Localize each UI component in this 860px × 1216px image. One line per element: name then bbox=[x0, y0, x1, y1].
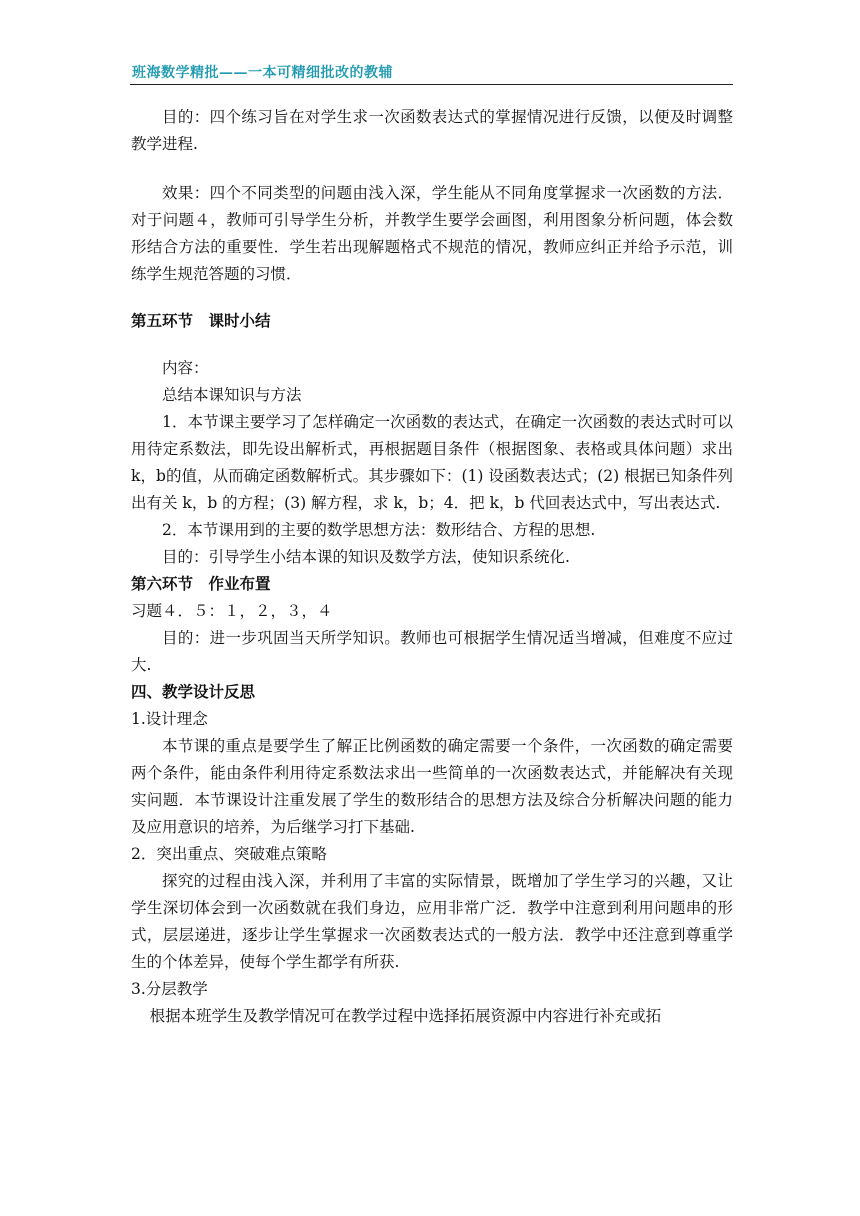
paragraph-point-1: 1．本节课主要学习了怎样确定一次函数的表达式，在确定一次函数的表达式时可以用待定系数法，即先设出解析式，再根据题目条件（根据图象、表格或具体问题）求出k，b的值，从而确定函数解析式。其步骤如下：(1) 设函数表达式；(2) 根据已知条件列出有关 k，b 的方程；(3) 解方程，求 k，b；4．把 k，b 代回表达式中，写出表达式. bbox=[131, 413, 733, 512]
paragraph-purpose-3: 目的：进一步巩固当天所学知识。教师也可根据学生情况适当增减，但难度不应过大. bbox=[131, 629, 733, 674]
paragraph-content-label: 内容： bbox=[162, 359, 209, 377]
subheading-strategy: 2．突出重点、突破难点策略 bbox=[131, 845, 327, 863]
document-body bbox=[131, 100, 733, 1030]
section-heading-6: 第六环节 作业布置 bbox=[131, 575, 271, 593]
paragraph-point-2: 2．本节课用到的主要的数学思想方法：数形结合、方程的思想. bbox=[162, 521, 596, 539]
section-heading-5: 第五环节 课时小结 bbox=[131, 312, 271, 330]
subheading-layered-teaching: 3.分层教学 bbox=[131, 980, 208, 998]
header-divider bbox=[130, 84, 733, 85]
paragraph-summary: 总结本课知识与方法 bbox=[162, 386, 302, 404]
paragraph-strategy: 探究的过程由浅入深，并利用了丰富的实际情景，既增加了学生学习的兴趣，又让学生深切体会到一次函数就在我们身边，应用非常广泛．教学中注意到利用问题串的形式，层层递进，逐步让学生掌握求一次函数表达式的一般方法．教学中还注意到尊重学生的个体差异，使每个学生都学有所获. bbox=[131, 872, 733, 971]
section-heading-reflection: 四、教学设计反思 bbox=[131, 683, 256, 701]
page-header: 班海数学精批——一本可精细批改的教辅 bbox=[132, 65, 393, 81]
paragraph-homework: 习题４．５：１，２，３，４ bbox=[131, 602, 333, 620]
paragraph-purpose-2: 目的：引导学生小结本课的知识及数学方法，使知识系统化. bbox=[162, 548, 570, 566]
paragraph-design-concept: 本节课的重点是要学生了解正比例函数的确定需要一个条件，一次函数的确定需要两个条件，能由条件利用待定系数法求出一些简单的一次函数表达式，并能解决有关现实问题．本节课设计注重发展了学生的数形结合的思想方法及综合分析解决问题的能力及应用意识的培养，为后继学习打下基础. bbox=[131, 737, 733, 836]
paragraph-effect: 效果：四个不同类型的问题由浅入深，学生能从不同角度掌握求一次函数的方法．对于问题４，教师可引导学生分析，并教学生要学会画图，利用图象分析问题，体会数形结合方法的重要性．学生若出现解题格式不规范的情况，教师应纠正并给予示范，训练学生规范答题的习惯． bbox=[131, 184, 733, 283]
paragraph-layered-teaching: 根据本班学生及教学情况可在教学过程中选择拓展资源中内容进行补充或拓 bbox=[149, 1007, 662, 1025]
subheading-design-concept: 1.设计理念 bbox=[131, 710, 208, 728]
paragraph-purpose-1: 目的：四个练习旨在对学生求一次函数表达式的掌握情况进行反馈，以便及时调整教学进程. bbox=[131, 108, 733, 153]
